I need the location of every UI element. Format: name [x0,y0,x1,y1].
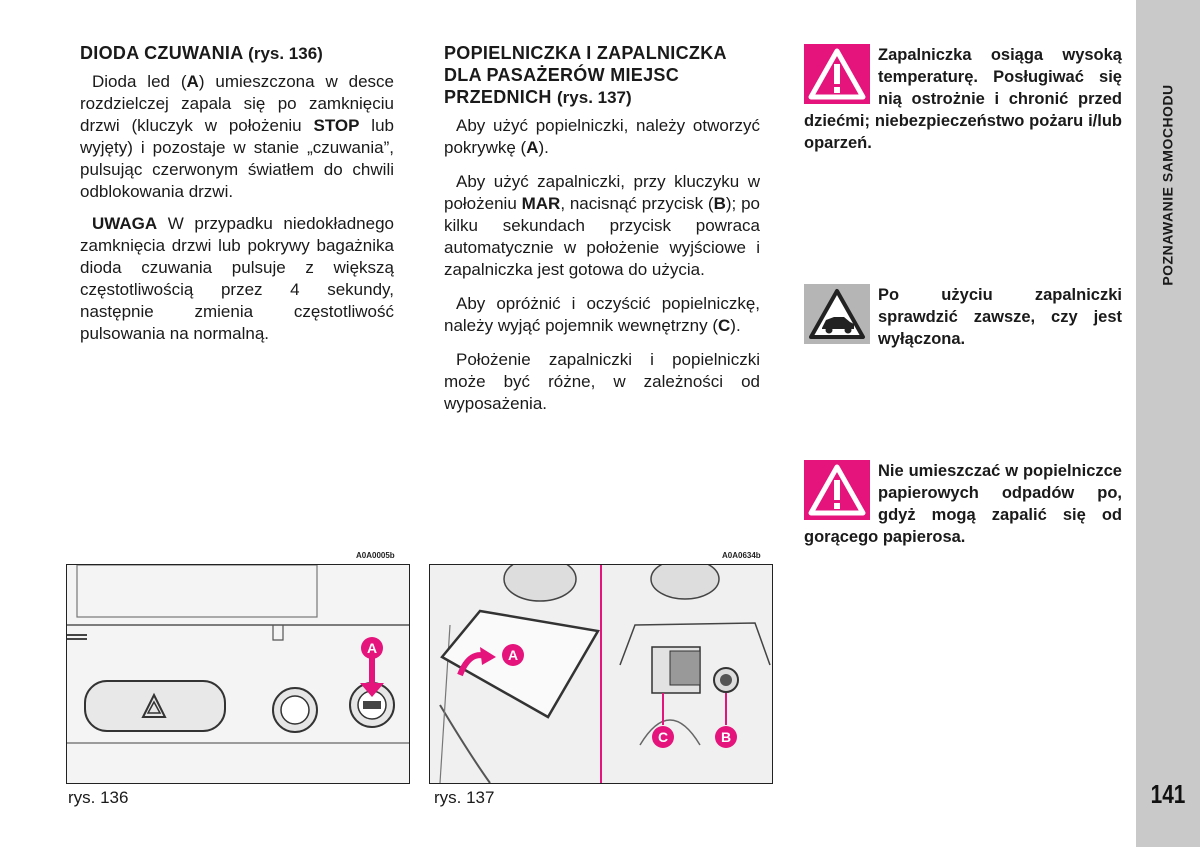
figure-code: A0A0005b [356,551,395,560]
svg-text:B: B [720,729,732,745]
figure-caption: rys. 137 [434,788,495,807]
section-popielniczka [444,42,760,427]
car-caution-icon [804,284,870,344]
paragraph: Aby użyć popielniczki, należy otworzyć pokrywkę (A). [444,116,760,157]
paragraph: Położenie zapalniczki i popielniczki może być różne, w zależności od wyposażenia. [444,350,760,413]
warning-triangle-icon [804,44,870,104]
section-dioda-czuwania [80,42,394,357]
dashboard-illustration [67,565,409,783]
ashtray-illustration [430,565,772,783]
figure-code: A0A0634b [722,551,761,560]
svg-text:C: C [657,729,669,745]
warning-triangle-icon [804,460,870,520]
figure-137 [429,564,773,784]
figure-136 [66,564,410,784]
svg-text:A: A [507,647,519,663]
paragraph: Aby opróżnić i oczyścić popielniczkę, należy wyjąć pojemnik wewnętrzny (C). [444,294,760,335]
svg-text:A: A [366,640,378,656]
warning-box-lighter-off: Po użyciu zapalniczki sprawdzić zawsze, czy jest wyłączona. [804,284,1122,350]
paragraph: Aby użyć zapalniczki, przy kluczyku w położeniu MAR, nacisnąć przycisk (B); po kilku sekundach przycisk powraca automatycznie w położenie wyjściowe i zapalniczka jest gotowa do użycia. [444,172,760,279]
section-heading: POPIELNICZKA I ZAPALNICZKA DLA PASAŻERÓW MIEJSC PRZEDNICH (rys. 137) [444,43,727,107]
warning-box-hot-lighter: Zapalniczka osiąga wysoką temperaturę. Posługiwać się nią ostrożnie i chronić przed dziećmi; niebezpieczeństwo pożaru i/lub oparzeń. [804,46,1122,152]
page-number: 141 [1150,779,1186,809]
warning-box-paper-waste: Nie umieszczać w popielniczce papierowych odpadów po, gdyż mogą zapalić się od gorącego papierosa. [804,462,1122,546]
figure-caption: rys. 136 [68,788,129,807]
paragraph-note: UWAGA W przypadku niedokładnego zamknięcia drzwi lub pokrywy bagażnika dioda czuwania pulsuje z większą częstotliwością przez 4 sekundy, następnie zmienia częstotliwość pulsowania na normalną. [80,214,394,343]
paragraph: Dioda led (A) umieszczona w desce rozdzielczej zapala się po zamknięciu drzwi (kluczyk w położeniu STOP lub wyjęty) i pozostaje w stanie „czuwania”, pulsując czerwonym światłem do chwili odblokowania drzwi. [80,72,394,201]
sidebar-title: POZNAWANIE SAMOCHODU [1160,84,1176,286]
section-heading: DIODA CZUWANIA (rys. 136) [80,43,323,63]
